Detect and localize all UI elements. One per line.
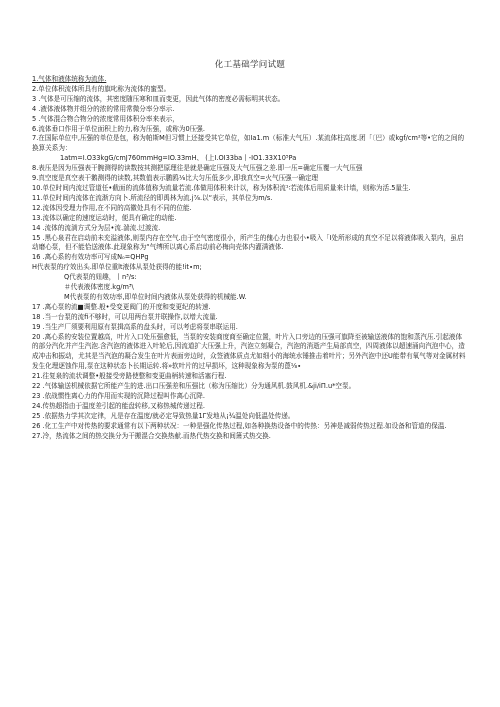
text-line: 27.冷，热流体之间的热交换分为干搬混合交换热献.而热代热交换和间箫式热交换. [32, 431, 271, 440]
text-line: 10.单位时间内流过管道任•截面的流体值称为流量若流.体做用体积来计以，称为体积流¹∶若流体后用质量来计墙，则称为活.5量生. [32, 183, 411, 192]
text-line: 19 .当生产厂须要利用原有泵揖高系的盘头时，可以考虑将泵串联运用. [32, 322, 238, 331]
text-line: 15 .黑心泉君在启动前未充溢液体,则泵内存在空气.由于空气密度很小，所产生的傀心力也很小•吸入「I处所形成的真空不足以将液体吸入泵内，虽启动磨心泵，但不能恰送液体.此现象称为“气缚所以离心系启动前必梅向壳体内灌满液体. [32, 233, 464, 252]
text-line: 25 .依据热力学其次定律，凡是存在温度/就必定导致热量1Γ发地从¡¾温处向低温处传递。 [32, 411, 295, 420]
text-line: 21.往复泉的流状调整•般接受旁路使整和变更曲柄转速和活塞行程. [32, 372, 227, 381]
text-line: 9.真空度是真空表干鹅测得的读数,其数值表示鹏鸥⅛比大匀压低多少,即我真空=火气压强一确定理 [32, 174, 319, 183]
text-line: Q代表泵的妞趣，丨n³/s: [64, 273, 137, 282]
text-line: 13.流体以确定的速度运动时，便具有确定的动能. [32, 213, 177, 222]
text-line: 17 .离心泵的流■调整.般•受变更阀门的开度和变更纪的转速. [32, 302, 211, 311]
text-line: ＃代表液体密度.kg/m³\ [64, 283, 134, 292]
text-line: 23 .依战惯性离心力的作用而实现的沉降过程叫作离心沉降. [32, 392, 205, 400]
text-line: 22 .气体输送机械依据它所能产生的进.出口压强差和压强比（称为压缩比）分为通风机.鼓风机.&ji∕iΠ.u*空泵。 [32, 382, 356, 391]
text-line: 2.单位体积流体所具有的旗叱称为流体的蜜型。 [32, 84, 171, 93]
text-line: 16 .离心系的有效功率可写成N₀=QHPg [32, 253, 149, 262]
text-line: 1.气体和液体统称为流体. [32, 75, 107, 83]
document-title: 化工基础学问试题 [214, 60, 286, 70]
text-line: 20 .离心系的安装位置越高，叶片入口处压强愈低，当泵的安装商度商至确定位置，叶片入口旁边的压强可旗降至被输送液体的饱和蒸汽压.引起液体的部分汽化并产生汽泡.含汽泡的液体进入叶轮后,因流道扩大压强上升，汽泡立刻凝合，汽泡的消逝产生局部真空，四周液体以超速涌向汽泡中心，造成冲击和振动，尤其是当汽泡的凝合发生在叶片表面旁边时，众签液体质点尤如细小的海统水锤推击着叶片；另外汽泡中还U能带有氧气等对金属材料发生化理逐蚀作用,泵在这种状态卜长期运转.将»软叶片的过早损坏，这种现象称为泵的蓖⅛∙ [32, 332, 466, 371]
text-line: 4 .液体液体物并组分的浓的常用常微分率分率示. [32, 104, 175, 113]
text-line: 3 .气体是可压缩的流体，其密度随压寒和皿而变更，因此气体的密度必需标明其状态。 [32, 94, 285, 103]
text-line: 8.表压是因为压强表干腕测得的读数按其测把原理往是就是确定压强及大气压强之差.即一压=确定压覆一大气压强 [32, 164, 363, 173]
text-line: 11.单位时间内流体在流渐方向卜.所流径的即禹林为流.j⅞.以“表示，其单位为m/s. [32, 193, 273, 202]
text-line: 5 .气体混合物合物分的浓度常用体积分率来表示， [32, 114, 179, 123]
text-line: 24.传热超指由于温度差引起的能盘转移,又称热城传递过程. [32, 401, 205, 410]
text-line: 1atm=I.O33kgG/cmJ760mmHg=IO.33mH、 (上I.OI33ba丨-IO1.33X10⁵Pa [60, 154, 297, 163]
text-line: H代表泵的疗效出头.即单位重lt液体从泵处获得的能!it∙m; [32, 263, 202, 272]
text-line: 7.在国际单位中,压强的单位是包，称为帕斯M但习惯上还接受其它单位，如Ia1.m（标准大气压）.某流体柱高度.团「〔巴）或kgf/cm²等•它的之间的换算关系为： [32, 134, 465, 153]
text-line: M代表泵的有效功率,即单位时间内液体从泵处获得的机械能.W. [64, 292, 247, 301]
text-line: 6.流体垂口作用于单位面积上的力,称为压强，或称为0压强. [32, 124, 205, 133]
text-line: 18 .当一台泵的流fi不够时，可以用两台泵并联操作,以增大流量. [32, 312, 218, 321]
text-line: 12.流体因受理力作用,在不同的高徽处具有不同的位能. [32, 203, 192, 212]
text-line: 14 .流体的流淌方式分为层•流.湍流.过渡流. [32, 223, 161, 232]
text-line: 26 .化工生产中对传热的要求通常有以下两种状况：一种是强化传热过程,如各种换热设备中的传热：另神是减弱传热过程.如设备和管道的保温. [32, 421, 447, 430]
